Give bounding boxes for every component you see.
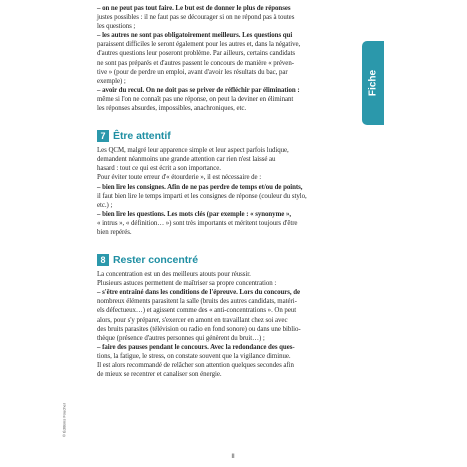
section-8-heading: [97, 254, 352, 266]
section-7-heading: [97, 130, 352, 142]
text-line: il faut bien lire le temps imparti et les consignes de réponse (couleur du stylo,: [97, 192, 307, 200]
text-line: demandent néanmoins une grande attention car rien n'est laissé au: [97, 156, 276, 164]
section-number-badge: 8: [97, 254, 109, 266]
text-line: exemple) ;: [97, 77, 126, 85]
text-line: ne sont pas préparés et d'autres passent le concours de manière « préven-: [97, 59, 294, 67]
text-line: nombreux éléments parasitent la salle (bruits des autres candidats, matéri-: [97, 298, 297, 306]
bullet-ne-peut-pas-tout-faire: – on ne peut pas tout faire. Le but est de donner le plus de réponses: [97, 5, 291, 12]
page-number: II: [231, 454, 235, 460]
text-line: « intrus », « définition… ») sont très importants et méritent toujours d'être: [97, 219, 298, 227]
bullet-bien-lire-consignes: – bien lire les consignes. Afin de ne pas perdre de temps et/ou de points,: [97, 183, 303, 191]
text-line: els défectueux…) et agissent comme des « anti-concentrations ». On peut: [97, 307, 297, 315]
section-title: Rester concentré: [113, 253, 198, 266]
text-line: des bruits parasites (télévision ou radio en fond sonore) ou dans une biblio-: [97, 325, 301, 333]
text-line: de mieux se recentrer et canaliser son énergie.: [97, 371, 222, 379]
text-line: les questions ;: [97, 23, 136, 31]
section-7-body: [97, 146, 352, 237]
section-8-body: [97, 270, 352, 379]
text-line: même si l'on ne connaît pas une réponse, on peut la deviner en éliminant: [97, 95, 294, 103]
text-line: Plusieurs astuces permettent de maîtriser sa propre concentration :: [97, 280, 277, 288]
text-line: Il est alors recommandé de relâcher son attention quelques secondes afin: [97, 362, 294, 369]
text-line: La concentration est un des meilleurs atouts pour réussir.: [97, 271, 251, 279]
text-line: Les QCM, malgré leur apparence simple et leur aspect parfois ludique,: [97, 147, 289, 155]
bullet-bien-lire-questions: – bien lire les questions. Les mots clés (par exemple : « synonyme »,: [97, 210, 292, 218]
bullet-entraine-conditions: – s'être entraîné dans les conditions de l'épreuve. Lors du concours, de: [97, 289, 301, 297]
text-line: tive » (pour de perdre un emploi, avant d'avoir les résultats du bac, par: [97, 68, 288, 76]
intro-block: [97, 4, 352, 113]
text-line: tions, la fatigue, le stress, on constate souvent que la vigilance diminue.: [97, 352, 291, 360]
copyright-notice: © Éditions Foucher: [61, 402, 67, 438]
text-line: d'autres questions leur poseront problème. Par ailleurs, certains candidats: [97, 50, 296, 58]
bullet-faire-des-pauses: – faire des pauses pendant le concours. Avec la redondance des ques-: [97, 343, 295, 351]
section-title: Être attentif: [113, 129, 171, 142]
text-column: [97, 4, 352, 379]
text-line: justes possibles : il ne faut pas se décourager si on ne répond pas à toutes: [97, 14, 295, 22]
fiche-side-tab: [362, 41, 384, 125]
text-line: etc.) ;: [97, 201, 113, 209]
text-line: alors, pour s'y préparer, s'exercer en amont en travaillant chez soi avec: [97, 316, 288, 324]
text-line: Pour éviter toute erreur d'« étourderie », il est nécessaire de :: [97, 174, 262, 182]
text-line: hasard : tout ce qui est écrit a son importance.: [97, 165, 221, 173]
text-line: les réponses absurdes, impossibles, anachroniques, etc.: [97, 105, 246, 113]
text-line: paraissent difficiles le seront également pour les autres et, dans la négative,: [97, 41, 301, 49]
bullet-autres-pas-meilleurs: – les autres ne sont pas obligatoirement meilleurs. Les questions qui: [97, 32, 293, 40]
text-line: thèque (présence d'autres personnes qui génèrent du bruit…) ;: [97, 334, 265, 342]
section-number-badge: 7: [97, 130, 109, 142]
bullet-avoir-du-recul: – avoir du recul. On ne doit pas se priver de réfléchir par élimination :: [97, 86, 300, 94]
fiche-tab-label: Fiche: [367, 69, 379, 97]
text-line: bien repérés.: [97, 228, 132, 236]
